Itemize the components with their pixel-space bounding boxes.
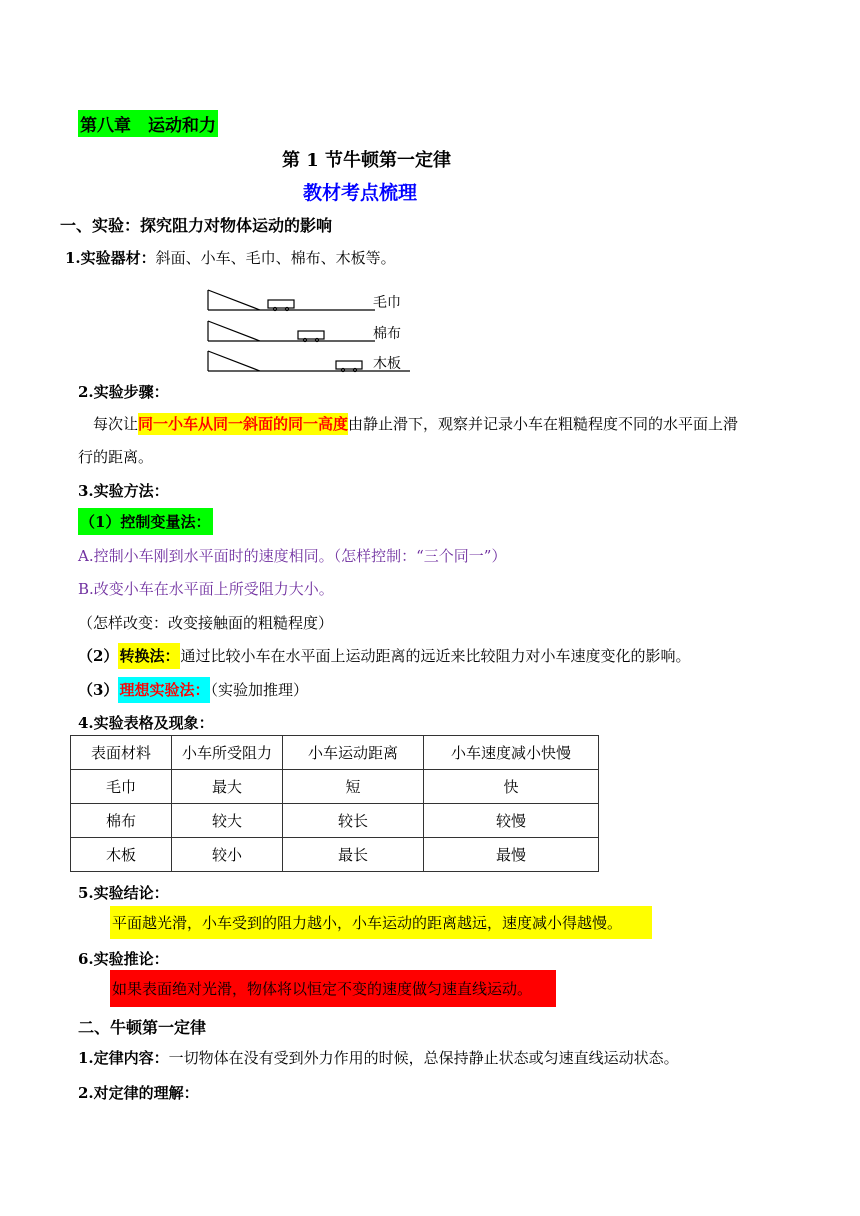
method3-text: （实验加推理）	[210, 681, 308, 699]
method3-line	[78, 679, 308, 700]
diagram-label-towel: 毛巾	[373, 295, 401, 311]
method3-label: 理想实验法：	[118, 677, 210, 703]
table-row	[71, 770, 599, 804]
table-cell: 较长	[283, 804, 424, 838]
method3-num: （3）	[78, 681, 119, 699]
table-header-row	[71, 736, 599, 770]
method1-b: B.改变小车在水平面上所受阻力大小。	[78, 580, 334, 598]
table-header-cell: 小车速度减小快慢	[424, 736, 599, 770]
item2-line	[93, 413, 738, 434]
method1-c: （怎样改变：改变接触面的粗糙程度）	[78, 614, 334, 632]
item1-text: 斜面、小车、毛巾、棉布、木板等。	[155, 249, 396, 267]
table-cell: 较慢	[424, 804, 599, 838]
item1-label: 1.实验器材：	[65, 249, 156, 267]
table-cell: 最大	[172, 770, 283, 804]
method2-text: 通过比较小车在水平面上运动距离的远近来比较阻力对小车速度变化的影响。	[180, 647, 691, 665]
table-header-cell: 表面材料	[71, 736, 172, 770]
item5-text: 平面越光滑，小车受到的阻力越小，小车运动的距离越远，速度减小得越慢。	[110, 906, 652, 939]
table-cell: 棉布	[71, 804, 172, 838]
subtitle: 教材考点梳理	[303, 182, 418, 204]
table-row	[71, 804, 599, 838]
item3-label: 3.实验方法：	[78, 482, 169, 500]
part2-item1-text: 一切物体在没有受到外力作用的时候，总保持静止状态或匀速直线运动状态。	[168, 1049, 679, 1067]
table-cell: 木板	[71, 838, 172, 872]
item2-pre: 每次让	[93, 415, 139, 433]
method2-label: 转换法：	[118, 643, 180, 669]
diagram-label-cotton: 棉布	[373, 326, 401, 342]
table-cell: 快	[424, 770, 599, 804]
method2-num: （2）	[78, 647, 119, 665]
incline-diagram	[205, 288, 420, 376]
item2-highlight: 同一小车从同一斜面的同一高度	[138, 415, 349, 433]
part1-heading: 一、实验：探究阻力对物体运动的影响	[60, 216, 333, 235]
chapter-title: 第八章 运动和力	[78, 110, 218, 137]
table-cell: 最慢	[424, 838, 599, 872]
part2-item2-label: 2.对定律的理解：	[78, 1084, 199, 1102]
method1-label: （1）控制变量法：	[78, 508, 213, 535]
item2-post: 由静止滑下，观察并记录小车在粗糙程度不同的水平面上滑	[348, 415, 739, 433]
section-title: 第 1 节牛顿第一定律	[282, 150, 452, 171]
item2-label: 2.实验步骤：	[78, 383, 169, 401]
part2-item1-line	[78, 1047, 679, 1068]
item1-line	[65, 247, 396, 268]
table-header-cell: 小车运动距离	[283, 736, 424, 770]
method1-a: A.控制小车刚到水平面时的速度相同。（怎样控制：“三个同一”）	[78, 547, 507, 565]
item4-label: 4.实验表格及现象：	[78, 714, 214, 732]
experiment-table	[70, 735, 599, 872]
part2-heading: 二、牛顿第一定律	[78, 1018, 207, 1037]
item5-label: 5.实验结论：	[78, 884, 169, 902]
diagram-row-towel	[208, 290, 375, 311]
table-cell: 短	[283, 770, 424, 804]
table-cell: 毛巾	[71, 770, 172, 804]
table-cell: 较大	[172, 804, 283, 838]
part2-item1-label: 1.定律内容：	[78, 1049, 169, 1067]
diagram-label-wood: 木板	[373, 356, 401, 372]
item2-cont: 行的距离。	[78, 448, 154, 466]
table-row	[71, 838, 599, 872]
table-cell: 最长	[283, 838, 424, 872]
table-cell: 较小	[172, 838, 283, 872]
method2-line	[78, 645, 690, 666]
table-header-cell: 小车所受阻力	[172, 736, 283, 770]
diagram-row-cotton	[208, 321, 375, 342]
item6-text: 如果表面绝对光滑，物体将以恒定不变的速度做匀速直线运动。	[110, 970, 556, 1007]
item6-label: 6.实验推论：	[78, 950, 169, 968]
